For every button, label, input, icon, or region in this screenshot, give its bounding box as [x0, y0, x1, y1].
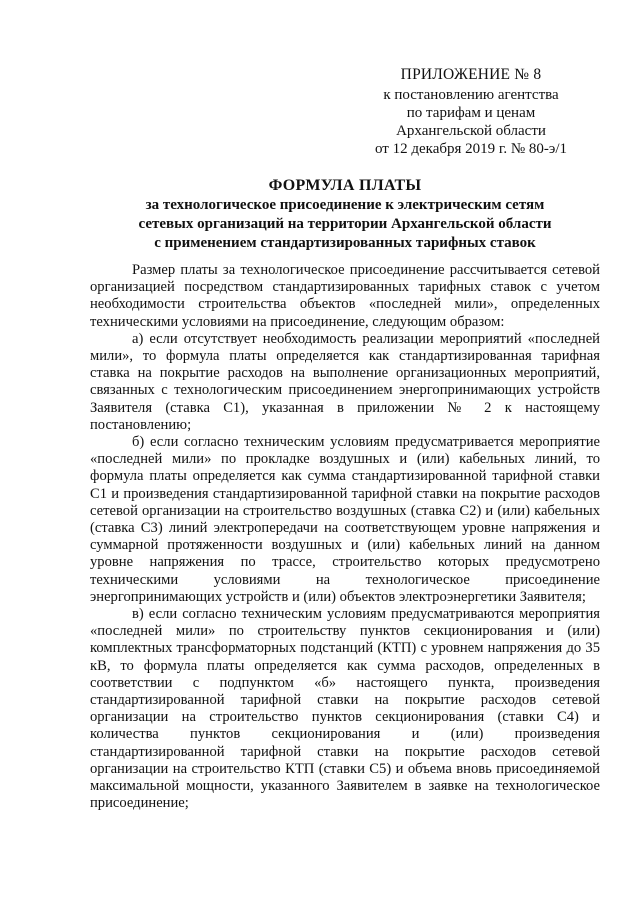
document-subtitle-2: сетевых организаций на территории Архангельской области: [138, 216, 552, 232]
intro-paragraph: Размер платы за технологическое присоединение рассчитывается сетевой организацией посредством стандартизированных тарифных ставок с учетом необходимости строительства объектов «последней мили», определенных техническими условиями на присоединение, следующим образом:: [90, 262, 600, 330]
appendix-number: ПРИЛОЖЕНИЕ № 8: [400, 66, 542, 83]
appendix-line-4: Архангельской области: [396, 123, 546, 139]
appendix-block: [355, 66, 587, 158]
document-subtitle-3: с применением стандартизированных тарифных ставок: [154, 235, 536, 251]
appendix-line-3: по тарифам и ценам: [406, 105, 536, 121]
appendix-line-2: к постановлению агентства: [383, 87, 559, 103]
item-a-paragraph: а) если отсутствует необходимость реализации мероприятий «последней мили», то формула платы определяется как стандартизированная тарифная ставка на покрытие расходов на выполнение организационных мероприятий, связанных с технологическим присоединением энергопринимающих устройств Заявителя (ставка С1), указанная в приложении № 2 к настоящему постановлению;: [90, 330, 600, 433]
document-title: ФОРМУЛА ПЛАТЫ: [268, 177, 422, 194]
document-body: [90, 262, 600, 813]
document-subtitle-1: за технологическое присоединение к электрическим сетям: [145, 197, 545, 213]
appendix-line-5: от 12 декабря 2019 г. № 80-э/1: [374, 141, 568, 157]
item-b-paragraph: б) если согласно техническим условиям предусматривается мероприятие «последней мили» по прокладке воздушных и (или) кабельных линий, то формула платы определяется как сумма стандартизированной тарифной ставки С1 и произведения стандартизированной тарифной ставки на покрытие расходов сетевой организации на строительство воздушных (ставка С2) и (или) кабельных (ставка С3) линий электропередачи на соответствующем уровне напряжения и суммарной протяженности воздушных и (или) кабельных линий на данном уровне напряжения по трассе, строительство которых предусмотрено техническими условиями на технологическое присоединение энергопринимающих устройств и (или) объектов электроэнергетики Заявителя;: [90, 434, 600, 605]
document-heading: [90, 176, 600, 253]
item-c-paragraph: в) если согласно техническим условиям предусматриваются мероприятия «последней мили» по строительству пунктов секционирования и (или) комплектных трансформаторных подстанций (КТП) с уровнем напряжения до 35 кВ, то формула платы определяется как сумма расходов, определенных в соответствии с подпунктом «б» настоящего пункта, произведения стандартизированной тарифной ставки на покрытие расходов сетевой организации на строительство пунктов секционирования (ставки С4) и количества пунктов секционирования и (или) произведения стандартизированной тарифной ставки на покрытие расходов сетевой организации на строительство КТП (ставки С5) и объема вновь присоединяемой максимальной мощности, указанного Заявителем в заявке на технологическое присоединение;: [90, 606, 600, 812]
